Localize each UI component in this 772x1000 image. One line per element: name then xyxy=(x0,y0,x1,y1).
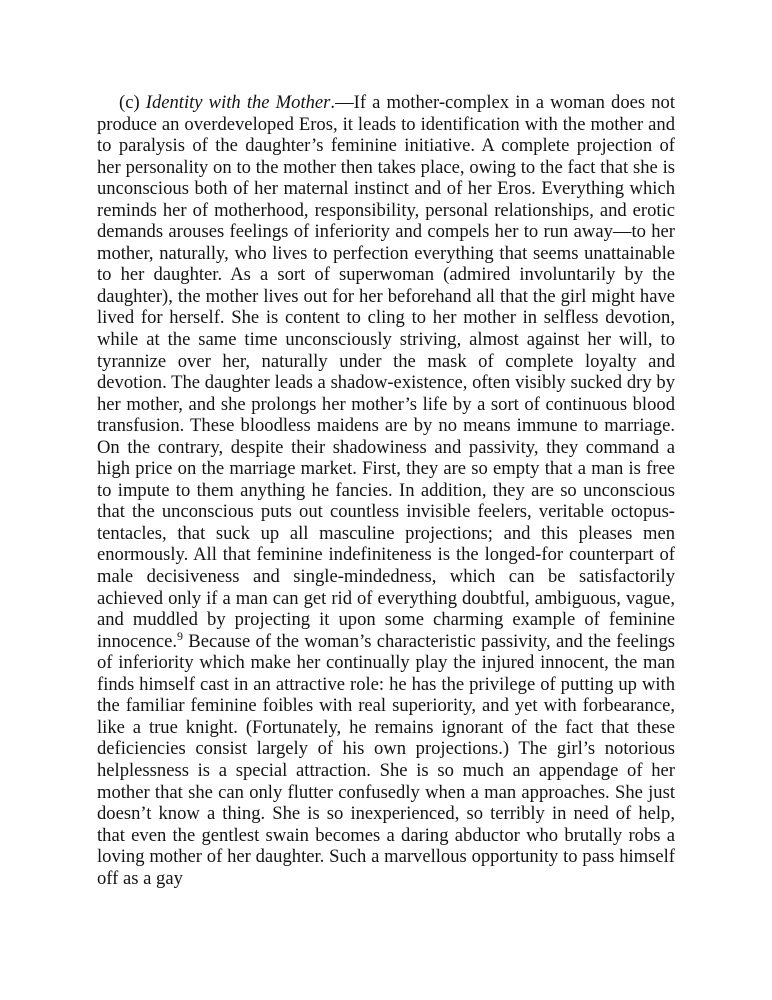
document-page xyxy=(97,92,675,889)
section-label: (c) xyxy=(119,92,146,113)
paragraph-text-part-1: .—If a mother-complex in a woman does not produce an overdeveloped Eros, it leads to identification with the mother and to paralysis of the daughter’s feminine initiative. A complete projection of her personality on to the mother then takes place, owing to the fact that she is unconscious both of her maternal instinct and of her Eros. Everything which reminds her of motherhood, responsibility, personal relationships, and erotic demands arouses feelings of inferiority and compels her to run away—to her mother, naturally, who lives to perfection everything that seems unattainable to her daughter. As a sort of superwoman (admired involuntarily by the daughter), the mother lives out for her beforehand all that the girl might have lived for herself. She is content to cling to her mother in selfless devotion, while at the same time unconsciously striving, almost against her will, to tyrannize over her, naturally under the mask of complete loyalty and devotion. The daughter leads a shadow-existence, often visibly sucked dry by her mother, and she prolongs her mother’s life by a sort of continuous blood transfusion. These bloodless maidens are by no means immune to marriage. On the contrary, despite their shadowiness and passivity, they command a high price on the marriage market. First, they are so empty that a man is free to impute to them anything he fancies. In addition, they are so unconscious that the unconscious puts out countless invisible feelers, veritable octopus-tentacles, that suck up all masculine projections; and this pleases men enormously. All that feminine indefiniteness is the longed-for counterpart of male decisiveness and single-mindedness, which can be satisfactorily achieved only if a man can get rid of everything doubtful, ambiguous, vague, and muddled by projecting it upon some charming example of feminine innocence. xyxy=(97,92,675,652)
paragraph-text-part-2: Because of the woman’s characteristic passivity, and the feelings of inferiority which make her continually play the injured innocent, the man finds himself cast in an attractive role: he has the privilege of putting up with the familiar feminine foibles with real superiority, and yet with forbearance, like a true knight. (Fortunately, he remains ignorant of the fact that these deficiencies consist largely of his own projections.) The girl’s notorious helplessness is a special attraction. She is so much an appendage of her mother that she can only flutter confusedly when a man approaches. She just doesn’t know a thing. She is so inexperienced, so terribly in need of help, that even the gentlest swain becomes a daring abductor who brutally robs a loving mother of her daughter. Such a marvellous opportunity to pass himself off as a gay xyxy=(97,630,675,889)
body-paragraph xyxy=(97,92,675,889)
section-heading: Identity with the Mother xyxy=(145,92,331,113)
footnote-reference[interactable]: 9 xyxy=(177,628,184,643)
